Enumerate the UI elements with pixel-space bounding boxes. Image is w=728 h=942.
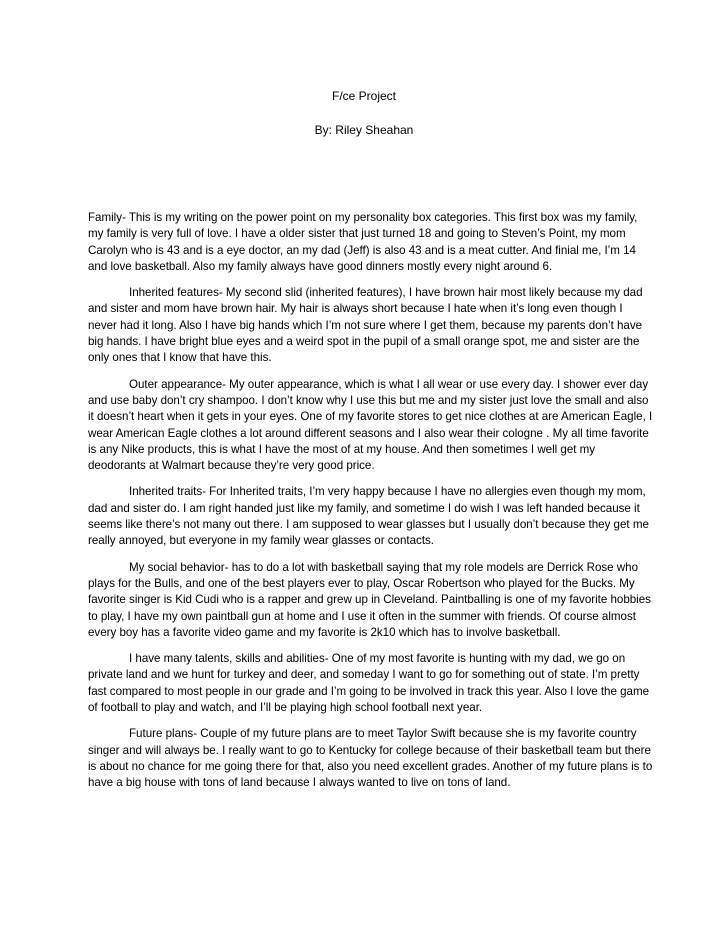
document-title: F/ce Project — [331, 89, 397, 103]
paragraph-future-plans: Future plans- Couple of my future plans are to meet Taylor Swift because she is my favorite country singer and will always be. I really want to go to Kentucky for college because of their basketball team but there is about no chance for me going there for that, also you need excellent grades. Another of my future plans is to have a big house with tons of land because I always wanted to live on tons of land. — [88, 727, 653, 790]
document-byline: By: Riley Sheahan — [314, 123, 414, 137]
paragraph-social-behavior: My social behavior- has to do a lot with basketball saying that my role models are Derrick Rose who plays for the Bulls, and one of the best players ever to play, Oscar Robertson who played for the Bucks. My favorite singer is Kid Cudi who is a rapper and grew up in Cleveland. Paintballing is one of my favorite hobbies to play, I have my own paintball gun at home and I use it often in the summer with friends. Of course almost every boy has a favorite video game and my favorite is 2k10 which has to involve basketball. — [88, 560, 651, 639]
paragraph-talents-skills: I have many talents, skills and abilities- One of my most favorite is hunting with my dad, we go on private land and we hunt for turkey and deer, and someday I want to go for something out of state. I’m pretty fast compared to most people in our grade and I’m going to be involved in track this year. Also I love the game of football to play and watch, and I’ll be playing high school football next year. — [88, 652, 650, 715]
paragraph-inherited-features: Inherited features- My second slid (inherited features), I have brown hair most likely because my dad and sister and mom have brown hair. My hair is always short because I hate when it’s long even though I never had it long. Also I have big hands which I’m not sure where I get them, because my parents don’t have big hands. I have bright blue eyes and a weird spot in the pupil of a small orange spot, me and sister are the only ones that I know that have this. — [88, 286, 643, 365]
paragraph-outer-appearance: Outer appearance- My outer appearance, which is what I all wear or use every day. I shower ever day and use baby don’t cry shampoo. I don’t know why I use this but me and my sister just love the small and also it doesn’t heart when it gets in your eyes. One of my favorite stores to get nice clothes at are American Eagle, I wear American Eagle clothes a lot around different seasons and I also wear their cologne . My all time favorite is any Nike products, this is what I have the most of at my house. And then sometimes I well get my deodorants at Walmart because they’re very good price. — [88, 377, 653, 473]
paragraph-family: Family- This is my writing on the power point on my personality box categories. This first box was my family, my family is very full of love. I have a older sister that just turned 18 and going to Steven’s Point, my mom Carolyn who is 43 and is a eye doctor, an my dad (Jeff) is also 43 and is a meat cutter. And finial me, I’m 14 and love basketball. Also my family always have good dinners mostly every night around 6. — [88, 211, 638, 273]
document-body — [88, 210, 653, 802]
paragraph-inherited-traits: Inherited traits- For Inherited traits, I’m very happy because I have no allergies even though my mom, dad and sister do. I am right handed just like my family, and sometime I do wish I was left handed because it seems like there’s not many out there. I am supposed to wear glasses but I usually don’t because they get me really annoyed, but everyone in my family wear glasses or contacts. — [88, 485, 649, 548]
